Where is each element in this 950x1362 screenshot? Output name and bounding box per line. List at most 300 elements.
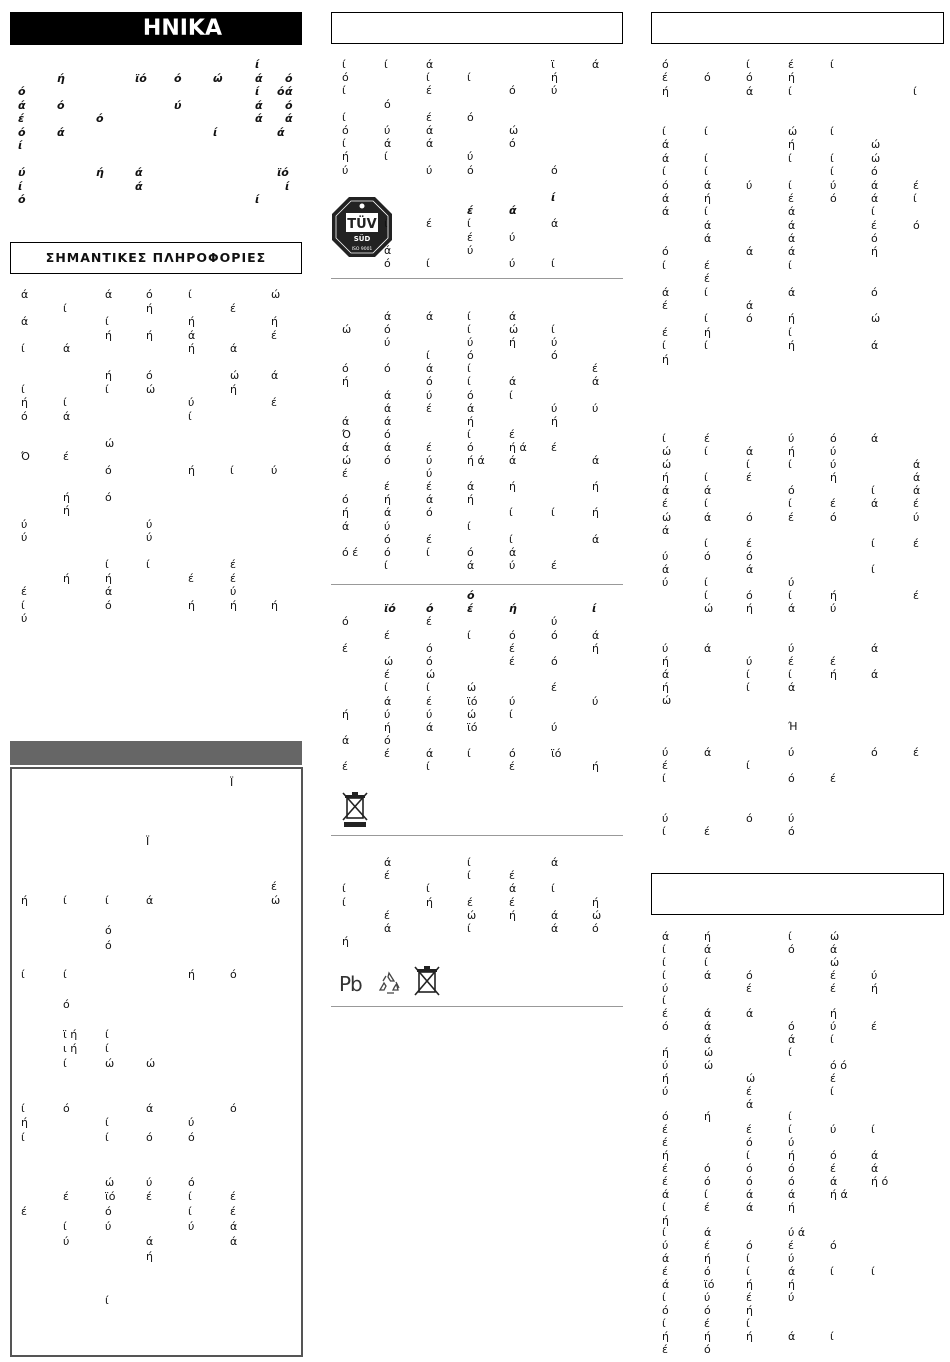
text-line bbox=[10, 288, 302, 302]
glyph: ά bbox=[592, 375, 600, 389]
glyph: Ϊ bbox=[146, 835, 150, 849]
glyph: ό bbox=[704, 1342, 711, 1356]
glyph: ϊό bbox=[467, 694, 478, 708]
glyph: ύ bbox=[509, 230, 516, 244]
glyph: ώ bbox=[271, 894, 281, 908]
glyph: ό bbox=[746, 549, 753, 563]
glyph: έ bbox=[384, 869, 390, 883]
glyph: ά bbox=[704, 218, 712, 232]
glyph: ό bbox=[426, 506, 433, 520]
glyph: ή bbox=[105, 328, 112, 342]
glyph: ό bbox=[146, 1131, 153, 1145]
text-line bbox=[10, 504, 302, 518]
text-line bbox=[651, 550, 944, 563]
text-line bbox=[10, 612, 302, 626]
text-line bbox=[10, 599, 302, 613]
glyph: ί bbox=[18, 179, 23, 193]
glyph: ά bbox=[746, 1007, 754, 1021]
glyph: ί bbox=[426, 256, 430, 270]
glyph: ά bbox=[384, 401, 392, 415]
glyph: ό bbox=[426, 602, 434, 616]
glyph: ϊό bbox=[551, 747, 562, 761]
glyph: ά bbox=[467, 558, 475, 572]
text-line bbox=[331, 402, 623, 415]
glyph: ί bbox=[255, 193, 260, 206]
text-line bbox=[10, 806, 302, 821]
glyph: ύ bbox=[788, 811, 795, 825]
glyph: ί bbox=[788, 258, 792, 272]
text-line bbox=[331, 734, 623, 747]
glyph: ύ bbox=[913, 510, 920, 524]
glyph: ά bbox=[426, 137, 434, 151]
glyph: ή bbox=[746, 1303, 753, 1317]
glyph: ά bbox=[913, 458, 921, 472]
text-line bbox=[10, 491, 302, 505]
glyph: έ bbox=[384, 480, 390, 494]
glyph: ό bbox=[467, 110, 474, 124]
glyph: ί bbox=[662, 165, 666, 179]
glyph: ή bbox=[704, 191, 711, 205]
glyph: ί bbox=[788, 930, 792, 943]
glyph: έ bbox=[746, 1123, 752, 1137]
glyph: ή bbox=[662, 1071, 669, 1085]
text-line bbox=[651, 205, 944, 218]
glyph: έ bbox=[704, 1239, 710, 1253]
glyph: ά bbox=[105, 288, 113, 301]
glyph: ά bbox=[57, 125, 65, 139]
glyph: ά bbox=[255, 71, 263, 85]
glyph: ή bbox=[662, 1046, 669, 1060]
glyph: ό bbox=[18, 125, 26, 139]
glyph: ί bbox=[704, 339, 708, 353]
glyph: ό bbox=[746, 71, 753, 85]
text-line bbox=[651, 1330, 944, 1343]
glyph: ά bbox=[18, 98, 26, 112]
glyph: ύ bbox=[467, 243, 474, 257]
text-line bbox=[651, 772, 944, 785]
text-line bbox=[651, 245, 944, 258]
glyph: ή bbox=[662, 1149, 669, 1163]
glyph: ί bbox=[105, 382, 109, 396]
section-heading-column-3-lower bbox=[651, 873, 944, 915]
glyph: ή bbox=[662, 84, 669, 98]
glyph: ύ bbox=[384, 519, 391, 533]
glyph: ά bbox=[384, 856, 392, 869]
glyph: έ bbox=[18, 112, 25, 125]
text-line bbox=[651, 259, 944, 272]
glyph: ί bbox=[871, 1123, 875, 1137]
glyph: ί bbox=[509, 506, 513, 520]
tuv-iso-text: ISO 9001 bbox=[351, 247, 373, 252]
glyph: ύ bbox=[830, 445, 837, 459]
glyph: ά bbox=[384, 137, 392, 151]
glyph: ά bbox=[830, 942, 838, 956]
text-line bbox=[10, 518, 302, 532]
text-line bbox=[10, 1294, 302, 1309]
text-line bbox=[331, 111, 623, 124]
text-line bbox=[331, 323, 623, 336]
glyph: ά bbox=[342, 734, 350, 748]
glyph: ά bbox=[509, 454, 517, 468]
text-line bbox=[10, 383, 302, 397]
glyph: ή ά bbox=[467, 454, 485, 468]
glyph: ά bbox=[746, 245, 754, 259]
glyph: ό bbox=[704, 1162, 711, 1176]
glyph: έ bbox=[384, 668, 390, 682]
glyph: έ bbox=[271, 396, 277, 409]
glyph: ή bbox=[188, 463, 195, 477]
glyph: έ bbox=[271, 879, 277, 893]
glyph: ά bbox=[426, 310, 434, 323]
glyph: έ bbox=[913, 178, 919, 192]
glyph: ύ bbox=[662, 1084, 669, 1098]
glyph: ή bbox=[788, 138, 795, 152]
glyph: ή bbox=[592, 506, 599, 520]
glyph: ά bbox=[592, 58, 600, 71]
glyph: έ bbox=[426, 615, 432, 629]
glyph: ά bbox=[551, 856, 559, 869]
text-line bbox=[10, 193, 302, 207]
glyph: ά bbox=[384, 310, 392, 323]
text-line bbox=[10, 302, 302, 316]
text-line bbox=[331, 589, 623, 602]
glyph: ά bbox=[871, 641, 879, 655]
glyph: ό bbox=[662, 178, 669, 192]
glyph: ό bbox=[509, 137, 516, 151]
text-line bbox=[331, 695, 623, 708]
text-line bbox=[331, 533, 623, 546]
glyph: έ bbox=[426, 532, 432, 546]
glyph: έ bbox=[830, 968, 836, 982]
glyph: ά bbox=[662, 151, 670, 165]
glyph: έ bbox=[788, 191, 794, 205]
glyph: ή bbox=[788, 71, 795, 85]
text-line bbox=[331, 150, 623, 163]
glyph: έ bbox=[746, 1290, 752, 1304]
glyph: ή bbox=[188, 315, 195, 328]
glyph: ύ bbox=[426, 163, 433, 177]
column-2-text-b bbox=[331, 310, 623, 572]
text-line bbox=[331, 244, 623, 257]
glyph: ά bbox=[704, 1020, 712, 1034]
glyph: ό bbox=[384, 427, 391, 441]
glyph: ά bbox=[871, 178, 879, 192]
glyph: ί bbox=[426, 760, 430, 774]
glyph: ό bbox=[426, 375, 433, 389]
glyph: ά bbox=[704, 968, 712, 982]
glyph: έ bbox=[746, 1084, 752, 1098]
glyph: ώ bbox=[788, 124, 798, 138]
glyph: ό bbox=[18, 193, 26, 206]
glyph: ί bbox=[467, 747, 471, 761]
glyph: έ bbox=[662, 1265, 668, 1279]
glyph: ύ bbox=[18, 166, 26, 179]
text-line bbox=[651, 642, 944, 655]
text-line bbox=[10, 1087, 302, 1102]
text-line bbox=[331, 58, 623, 71]
text-line bbox=[331, 84, 623, 97]
glyph: ό bbox=[662, 1110, 669, 1124]
text-line bbox=[651, 1072, 944, 1085]
glyph: ό bbox=[704, 1174, 711, 1188]
glyph: ί bbox=[467, 323, 471, 337]
glyph: ί bbox=[551, 323, 555, 337]
text-line bbox=[10, 99, 302, 113]
text-line bbox=[651, 1226, 944, 1239]
glyph: ύ bbox=[592, 694, 599, 708]
glyph: ύ bbox=[188, 1116, 195, 1130]
text-line bbox=[651, 1175, 944, 1188]
text-line bbox=[10, 180, 302, 194]
glyph: ή bbox=[830, 589, 837, 603]
glyph: ί bbox=[509, 388, 513, 402]
glyph: ϊό bbox=[384, 602, 396, 616]
glyph: ά bbox=[662, 205, 670, 219]
glyph: ή bbox=[662, 654, 669, 668]
section-heading-bar bbox=[10, 741, 302, 765]
text-line bbox=[651, 1201, 944, 1214]
glyph: ώ bbox=[704, 1058, 714, 1072]
glyph: ί bbox=[704, 1187, 708, 1201]
text-line bbox=[651, 1046, 944, 1059]
text-line bbox=[651, 232, 944, 245]
glyph: ί bbox=[746, 1316, 750, 1330]
text-line bbox=[651, 812, 944, 825]
text-line bbox=[10, 166, 302, 180]
lead-symbol: Pb bbox=[339, 972, 362, 996]
glyph: ά bbox=[384, 414, 392, 428]
glyph: έ bbox=[662, 1162, 668, 1176]
text-line bbox=[10, 1161, 302, 1176]
glyph: ά bbox=[426, 123, 434, 137]
glyph: έ bbox=[704, 272, 710, 286]
text-line bbox=[10, 329, 302, 343]
glyph: ό bbox=[285, 71, 293, 85]
glyph: ό bbox=[509, 84, 516, 98]
glyph: έ bbox=[913, 536, 919, 550]
glyph: έ bbox=[746, 981, 752, 995]
glyph: ί bbox=[830, 165, 834, 179]
text-line bbox=[331, 164, 623, 177]
glyph: ά bbox=[788, 232, 796, 246]
text-line bbox=[331, 909, 623, 922]
text-line bbox=[651, 628, 944, 641]
text-line bbox=[651, 1343, 944, 1356]
text-line bbox=[331, 124, 623, 137]
text-line bbox=[10, 1220, 302, 1235]
glyph: ά bbox=[21, 288, 29, 301]
page-title: ΗΝΙΚΑ bbox=[10, 12, 302, 45]
text-line bbox=[10, 545, 302, 559]
column-2-text-a bbox=[331, 58, 623, 177]
text-line bbox=[10, 791, 302, 806]
glyph: ή bbox=[146, 1249, 153, 1263]
glyph: ώ bbox=[746, 1071, 756, 1085]
glyph: έ bbox=[230, 558, 236, 571]
glyph: ά bbox=[746, 1187, 754, 1201]
text-line bbox=[651, 707, 944, 720]
glyph: ώ bbox=[467, 681, 477, 695]
glyph: ί bbox=[871, 205, 875, 219]
glyph: έ bbox=[509, 895, 515, 909]
text-line bbox=[10, 939, 302, 954]
glyph: ό bbox=[342, 493, 349, 507]
glyph: ί bbox=[830, 1265, 834, 1279]
glyph: ί bbox=[788, 1110, 792, 1124]
glyph: ή bbox=[63, 571, 70, 585]
glyph: ά bbox=[384, 388, 392, 402]
text-line bbox=[10, 954, 302, 969]
text-line bbox=[10, 315, 302, 329]
glyph: ί bbox=[426, 882, 430, 896]
glyph: ύ bbox=[788, 1136, 795, 1150]
glyph: έ bbox=[426, 480, 432, 494]
text-line bbox=[331, 336, 623, 349]
glyph: ό bbox=[21, 409, 28, 423]
glyph: ά bbox=[426, 58, 434, 71]
text-line bbox=[331, 935, 623, 948]
glyph: ή bbox=[509, 480, 516, 494]
glyph: ύ bbox=[146, 517, 153, 531]
glyph: ό bbox=[746, 1162, 753, 1176]
glyph: έ bbox=[188, 571, 194, 585]
glyph: ώ bbox=[662, 510, 672, 524]
glyph: ή bbox=[509, 602, 517, 616]
glyph: ό bbox=[662, 1303, 669, 1317]
glyph: ό bbox=[788, 484, 795, 498]
text-line bbox=[651, 138, 944, 151]
glyph: ό bbox=[662, 58, 669, 71]
glyph: ύ bbox=[830, 1123, 837, 1137]
text-line bbox=[331, 257, 623, 270]
glyph: ά bbox=[788, 285, 796, 299]
glyph: ή bbox=[63, 490, 70, 504]
glyph: έ bbox=[509, 760, 515, 774]
glyph: ά bbox=[704, 1007, 712, 1021]
glyph: ή bbox=[230, 598, 237, 612]
glyph: ό bbox=[830, 510, 837, 524]
glyph: ό bbox=[63, 1101, 70, 1115]
glyph: ί bbox=[830, 1329, 834, 1343]
glyph: ά bbox=[871, 667, 879, 681]
glyph: ό bbox=[551, 163, 558, 177]
glyph: ί bbox=[746, 1149, 750, 1163]
glyph: ό bbox=[746, 968, 753, 982]
text-line bbox=[10, 58, 302, 72]
glyph: έ bbox=[467, 602, 474, 616]
text-line bbox=[10, 1235, 302, 1250]
text-line bbox=[651, 471, 944, 484]
glyph: ά bbox=[704, 484, 712, 498]
text-line bbox=[331, 98, 623, 111]
text-line bbox=[651, 192, 944, 205]
glyph: ί bbox=[105, 315, 109, 328]
glyph: ύ bbox=[662, 1058, 669, 1072]
glyph: ό bbox=[746, 1174, 753, 1188]
glyph: ύ bbox=[551, 720, 558, 734]
text-line bbox=[10, 531, 302, 545]
glyph: ί bbox=[467, 362, 471, 376]
column-3-text-a bbox=[651, 58, 944, 366]
glyph: ί bbox=[788, 1123, 792, 1137]
glyph: ά bbox=[871, 1162, 879, 1176]
glyph: ό bbox=[384, 734, 391, 748]
glyph: ά bbox=[384, 506, 392, 520]
glyph: ύ bbox=[830, 602, 837, 616]
glyph: Ϊ bbox=[230, 776, 234, 789]
glyph: έ bbox=[704, 432, 710, 445]
glyph: ά bbox=[871, 432, 879, 445]
glyph: έ bbox=[467, 230, 473, 244]
glyph: ί bbox=[913, 84, 917, 98]
glyph: ύ bbox=[467, 336, 474, 350]
tuv-brand-text: TÜV bbox=[347, 217, 377, 232]
glyph: ί bbox=[342, 882, 346, 896]
glyph: ά bbox=[146, 894, 154, 908]
text-line bbox=[331, 520, 623, 533]
glyph: ί bbox=[18, 139, 23, 152]
glyph: ώ bbox=[271, 288, 281, 301]
glyph: ώ bbox=[105, 436, 115, 450]
text-line bbox=[331, 493, 623, 506]
text-line bbox=[651, 576, 944, 589]
glyph: ά bbox=[384, 921, 392, 935]
glyph: ί bbox=[662, 258, 666, 272]
glyph: ύ bbox=[384, 123, 391, 137]
glyph: ί bbox=[342, 110, 346, 124]
glyph: Ό bbox=[342, 427, 351, 441]
glyph: ή bbox=[96, 166, 104, 179]
glyph: ί bbox=[662, 1226, 666, 1240]
glyph: ύ bbox=[788, 641, 795, 655]
text-line bbox=[10, 820, 302, 835]
glyph: ύ bbox=[384, 336, 391, 350]
glyph: ή bbox=[426, 895, 433, 909]
glyph: ί bbox=[551, 506, 555, 520]
column-2-certification-text bbox=[331, 191, 623, 270]
glyph: ί bbox=[788, 667, 792, 681]
glyph: ί bbox=[788, 84, 792, 98]
glyph: έ bbox=[746, 471, 752, 485]
intro-text bbox=[10, 58, 302, 207]
glyph: έ bbox=[704, 1316, 710, 1330]
text-line bbox=[651, 1059, 944, 1072]
glyph: ά bbox=[467, 480, 475, 494]
glyph: έ bbox=[830, 981, 836, 995]
glyph: ό bbox=[342, 123, 349, 137]
text-line bbox=[10, 1264, 302, 1279]
glyph: ή bbox=[830, 471, 837, 485]
glyph: έ bbox=[509, 427, 515, 441]
text-line bbox=[10, 356, 302, 370]
glyph: ώ bbox=[662, 458, 672, 472]
text-line bbox=[10, 464, 302, 478]
glyph: ώ bbox=[662, 693, 672, 707]
glyph: ώ bbox=[509, 323, 519, 337]
glyph: ά bbox=[662, 138, 670, 152]
glyph: ί bbox=[704, 471, 708, 485]
glyph: έ bbox=[271, 328, 277, 342]
glyph: ώ bbox=[467, 908, 477, 922]
text-line bbox=[651, 1291, 944, 1304]
glyph: ά bbox=[551, 217, 559, 231]
text-line bbox=[10, 558, 302, 572]
glyph: ή bbox=[788, 1200, 795, 1214]
text-line bbox=[651, 982, 944, 995]
text-line bbox=[331, 681, 623, 694]
text-line bbox=[10, 909, 302, 924]
glyph: ί bbox=[662, 772, 666, 786]
